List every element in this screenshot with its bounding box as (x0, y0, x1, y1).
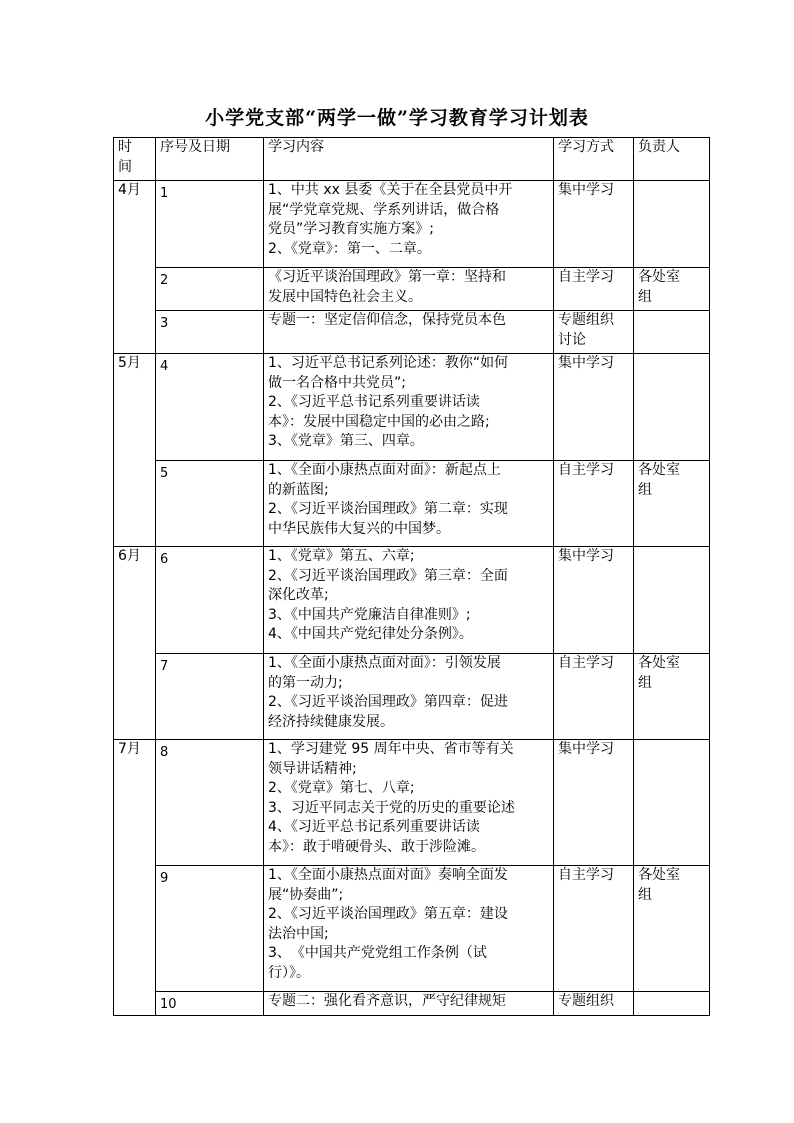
method-text: 自主学习 (558, 462, 614, 478)
content-line: 2、《习近平谈治国理政》第四章：促进 (268, 694, 508, 710)
content-line: 经济持续健康发展。 (268, 713, 394, 730)
seq-cell (156, 311, 264, 354)
content-line: 展“协奏曲”; (268, 886, 344, 903)
method-text: 集中学习 (558, 548, 614, 564)
study-plan-table (113, 137, 710, 1016)
content-cell (264, 992, 554, 1016)
seq-cell (156, 740, 264, 866)
content-line: 做一名合格中共党员”; (268, 374, 406, 391)
content-cell (264, 740, 554, 866)
method-text: 专题组织 (558, 993, 614, 1009)
table-row (114, 311, 710, 354)
method-cell (554, 866, 634, 992)
content-line: 行）》。 (268, 964, 310, 981)
content-line: 领导讲话精神; (268, 760, 357, 777)
header-owner: 负责人 (634, 138, 710, 181)
header-content: 学习内容 (264, 138, 554, 181)
method-cell (554, 461, 634, 547)
seq-number: 1 (160, 186, 169, 201)
content-line: 展“学党章党规、学系列讲话，做合格 (268, 201, 500, 218)
content-line: 1、《全面小康热点面对面》：新起点上 (268, 462, 501, 478)
seq-number: 9 (160, 871, 169, 886)
content-line: 2、《习近平总书记系列重要讲话读 (268, 394, 480, 410)
owner-text: 组 (638, 288, 652, 305)
content-line: 2、《党章》：第一、二章。 (268, 240, 431, 257)
content-line: 专题一：坚定信仰信念，保持党员本色 (268, 312, 506, 328)
owner-text: 组 (638, 674, 652, 691)
owner-cell (634, 461, 710, 547)
table-row (114, 354, 710, 461)
method-text: 集中学习 (558, 182, 614, 198)
method-text: 集中学习 (558, 355, 614, 371)
content-line: 的新蓝图; (268, 481, 329, 498)
content-line: 2、《习近平谈治国理政》第三章：全面 (268, 567, 508, 584)
month-cell: 5月 (114, 354, 156, 547)
content-line: 2、《习近平谈治国理政》第二章：实现 (268, 501, 508, 517)
method-text: 集中学习 (558, 741, 614, 757)
content-line: 的第一动力; (268, 674, 343, 691)
seq-cell (156, 181, 264, 268)
seq-number: 2 (160, 273, 169, 288)
seq-cell (156, 654, 264, 740)
seq-number: 6 (160, 552, 169, 567)
content-line: 3、习近平同志关于党的历史的重要论述 (268, 799, 515, 816)
content-line: 4、《习近平总书记系列重要讲话读 (268, 819, 480, 835)
content-line: 4、《中国共产党纪律处分条例》。 (268, 626, 473, 642)
seq-number: 10 (160, 997, 177, 1012)
owner-cell (634, 654, 710, 740)
month-cell: 6月 (114, 547, 156, 740)
owner-cell (634, 354, 710, 461)
header-method: 学习方式 (554, 138, 634, 181)
content-line: 2、《党章》第七、八章; (268, 780, 415, 796)
content-cell (264, 181, 554, 268)
seq-number: 7 (160, 659, 169, 674)
seq-cell (156, 992, 264, 1016)
owner-cell (634, 740, 710, 866)
content-line: 发展中国特色社会主义。 (268, 288, 422, 305)
owner-text: 各处室 (638, 269, 680, 285)
method-text: 讨论 (558, 331, 586, 348)
table-row (114, 866, 710, 992)
method-cell (554, 268, 634, 311)
content-line: 党员”学习教育实施方案》; (268, 221, 434, 237)
content-line: 1、习近平总书记系列论述：教你“如何 (268, 355, 509, 371)
content-cell (264, 866, 554, 992)
content-line: 专题二：强化看齐意识，严守纪律规矩 (268, 993, 506, 1009)
content-cell (264, 311, 554, 354)
month-cell: 4月 (114, 181, 156, 354)
content-line: 1、中共 xx 县委《关于在全县党员中开 (268, 182, 513, 198)
seq-number: 8 (160, 745, 169, 760)
owner-cell (634, 992, 710, 1016)
method-cell (554, 992, 634, 1016)
table-row (114, 740, 710, 866)
content-line: 本》：发展中国稳定中国的必由之路; (268, 413, 490, 430)
method-text: 专题组织 (558, 312, 614, 328)
month-cell: 7月 (114, 740, 156, 1016)
table-header-row (114, 138, 710, 181)
content-line: 本》：敢于啃硬骨头、敢于涉险滩。 (268, 838, 485, 855)
seq-cell (156, 354, 264, 461)
content-cell (264, 654, 554, 740)
content-line: 深化改革; (268, 587, 329, 603)
seq-number: 4 (160, 359, 169, 374)
table-row (114, 461, 710, 547)
seq-number: 5 (160, 466, 169, 481)
owner-text: 组 (638, 886, 652, 903)
owner-text: 各处室 (638, 655, 680, 671)
owner-text: 组 (638, 481, 652, 498)
owner-text: 各处室 (638, 462, 680, 478)
content-line: 3、 《中国共产党党组工作条例（试 (268, 945, 487, 961)
content-line: 2、《习近平谈治国理政》第五章：建设 (268, 906, 508, 922)
owner-cell (634, 311, 710, 354)
seq-cell (156, 461, 264, 547)
method-text: 自主学习 (558, 269, 614, 285)
owner-cell (634, 547, 710, 654)
method-cell (554, 547, 634, 654)
page-title: 小学党支部“两学一做”学习教育学习计划表 (205, 107, 589, 129)
owner-cell (634, 181, 710, 268)
header-time: 时 间 (114, 138, 156, 181)
content-cell (264, 547, 554, 654)
content-cell (264, 268, 554, 311)
seq-cell (156, 268, 264, 311)
method-text: 自主学习 (558, 655, 614, 671)
content-line: 1、《全面小康热点面对面》奏响全面发 (268, 867, 508, 883)
content-line: 1、学习建党 95 周年中央、省市等有关 (268, 741, 514, 757)
seq-cell (156, 866, 264, 992)
content-line: 3、《中国共产党廉洁自律准则》; (268, 606, 471, 623)
content-cell (264, 461, 554, 547)
seq-cell (156, 547, 264, 654)
content-line: 3、《党章》第三、四章。 (268, 433, 424, 449)
content-line: 中华民族伟大复兴的中国梦。 (268, 520, 450, 537)
table-row (114, 181, 710, 268)
method-text: 自主学习 (558, 867, 614, 883)
content-line: 《习近平谈治国理政》第一章：坚持和 (268, 269, 506, 285)
method-cell (554, 654, 634, 740)
header-seq: 序号及日期 (156, 138, 264, 181)
method-cell (554, 740, 634, 866)
table-row (114, 547, 710, 654)
content-line: 1、《全面小康热点面对面》：引领发展 (268, 655, 501, 671)
table-row (114, 654, 710, 740)
seq-number: 3 (160, 316, 169, 331)
method-cell (554, 181, 634, 268)
method-cell (554, 354, 634, 461)
content-cell (264, 354, 554, 461)
owner-cell (634, 866, 710, 992)
content-line: 1、《党章》第五、六章; (268, 548, 415, 564)
table-row (114, 268, 710, 311)
method-cell (554, 311, 634, 354)
owner-cell (634, 268, 710, 311)
table-row (114, 992, 710, 1016)
owner-text: 各处室 (638, 867, 680, 883)
content-line: 法治中国; (268, 925, 329, 942)
